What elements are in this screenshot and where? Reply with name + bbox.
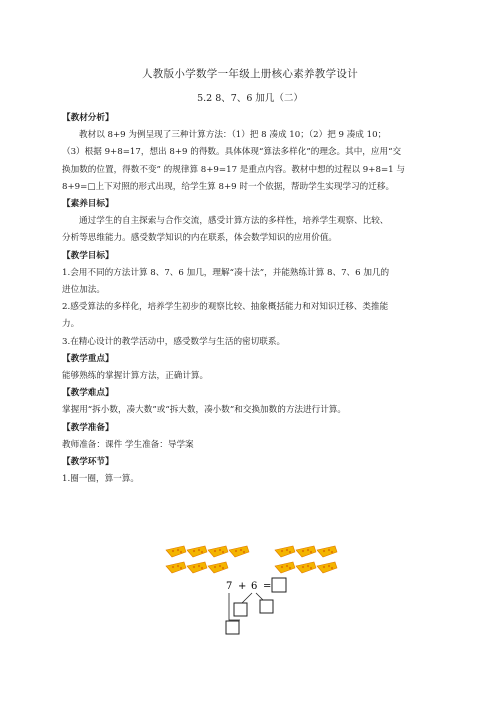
section-heading-teaching-goals: 【教学目标】 xyxy=(62,250,114,261)
paragraph-line: 能够熟练的掌握计算方法，正确计算。 xyxy=(62,371,209,382)
section-heading-key-points: 【教学重点】 xyxy=(62,353,114,364)
paragraph-line: 3.在精心设计的教学活动中，感受数学与生活的密切联系。 xyxy=(62,336,286,347)
cheese-icon xyxy=(317,546,337,557)
equation-equals: = xyxy=(263,581,272,592)
paragraph-line: 换加数的位置，得数不变” 的规律算 8+9=17 是重点内容。教材中想的过程以 9+8=1 与 xyxy=(62,164,405,175)
cheese-icon xyxy=(229,546,249,557)
paragraph-line: 8+9=□上下对照的形式出现，给学生算 8+9 时一个依据，帮助学生实现学习的迁移。 xyxy=(62,181,395,192)
cheese-icon xyxy=(187,546,207,557)
split-box-left[interactable] xyxy=(234,603,247,616)
sum-bracket xyxy=(229,593,240,620)
paragraph-line: 通过学生的自主探索与合作交流，感受计算方法的多样性，培养学生观察、比较、 xyxy=(79,216,389,227)
cheese-icon xyxy=(208,562,228,573)
section-heading-textbook-analysis: 【教材分析】 xyxy=(62,113,114,123)
document-title: 人教版小学数学一年级上册核心素养教学设计 xyxy=(142,68,358,80)
equation-addend-b: 6 xyxy=(251,581,258,592)
paragraph-line: 分析等思维能力。感受数学知识的内在联系，体会数学知识的应用价值。 xyxy=(62,233,338,244)
cheese-icon xyxy=(317,562,337,573)
cheese-icon xyxy=(208,546,228,557)
split-line-right xyxy=(256,593,263,600)
answer-box[interactable] xyxy=(272,578,286,592)
cheese-icon xyxy=(187,562,207,573)
paragraph-line: （3）根据 9+8=17，想出 8+9 的得数。具体体现“算法多样化”的理念。其中，应用“交 xyxy=(62,147,402,158)
paragraph-line: 教材以 8+9 为例呈现了三种计算方法：（1）把 8 凑成 10；（2）把 9 凑成 10； xyxy=(79,130,387,141)
paragraph-line: 进位加法。 xyxy=(62,285,105,296)
cheese-icon xyxy=(275,546,295,557)
cheese-icon xyxy=(296,546,316,557)
section-heading-difficulties: 【教学难点】 xyxy=(62,388,114,399)
section-heading-teaching-steps: 【教学环节】 xyxy=(62,457,114,468)
cheese-icon xyxy=(275,562,295,573)
section-heading-literacy-goals: 【素养目标】 xyxy=(62,199,114,210)
split-box-right[interactable] xyxy=(260,600,273,613)
paragraph-line: 力。 xyxy=(62,319,80,330)
document-body xyxy=(62,110,440,488)
split-line-left xyxy=(242,593,252,603)
document-subtitle: 5.2 8、7、6 加几（二） xyxy=(197,93,303,104)
sum-box[interactable] xyxy=(226,621,239,634)
equation-addend-a: 7 xyxy=(226,581,233,592)
equation xyxy=(226,578,286,634)
cheese-group-left xyxy=(166,546,249,573)
paragraph-line: 1.圈一圈，算一算。 xyxy=(62,474,139,485)
cheese-icon xyxy=(166,546,186,557)
section-heading-preparation: 【教学准备】 xyxy=(62,422,114,433)
equation-plus: + xyxy=(238,581,247,592)
cheese-icon xyxy=(166,562,186,573)
cheese-group-right xyxy=(275,546,337,573)
paragraph-line: 掌握用“拆小数，凑大数”或“拆大数，凑小数”和交换加数的方法进行计算。 xyxy=(62,405,346,416)
paragraph-line: 2.感受算法的多样化，培养学生初步的观察比较、抽象概括能力和对知识迁移、类推能 xyxy=(62,302,389,313)
paragraph-line: 教师准备：课件 学生准备：导学案 xyxy=(62,439,194,450)
paragraph-line: 1.会用不同的方法计算 8、7、6 加几，理解“凑十法”，并能熟练计算 8、7、6 加几的 xyxy=(62,267,390,278)
cheese-icon xyxy=(296,562,316,573)
